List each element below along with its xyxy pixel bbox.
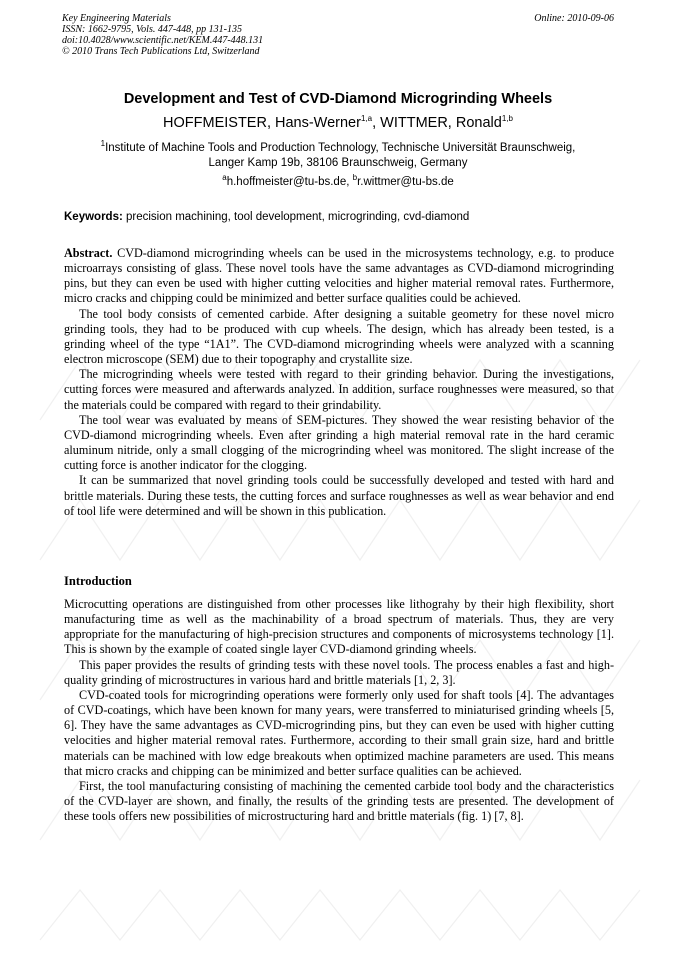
email-wittmer: r.wittmer@tu-bs.de: [357, 176, 454, 188]
email-marker-b: b: [352, 173, 358, 183]
issn-line: ISSN: 1662-9795, Vols. 447-448, pp 131-135: [62, 24, 242, 35]
keywords-text: precision machining, tool development, microgrinding, cvd-diamond: [122, 211, 470, 223]
paper-title: Development and Test of CVD-Diamond Microgrinding Wheels: [123, 91, 553, 107]
keywords-label: Keywords:: [64, 211, 123, 223]
abstract-paragraph-4: The tool wear was evaluated by means of SEM-pictures. They showed the wear resisting behavior of the CVD-diamond microgrinding wheels. Even after grinding a high material removal rate in the hard ceramic aluminum nitride, only a small clogging of the microgrinding wheel was monitored. The slight increase of the cutting force is another indicator for the clogging.: [64, 412, 614, 473]
copyright-line: © 2010 Trans Tech Publications Ltd, Switzerland: [62, 46, 260, 57]
intro-paragraph-3: CVD-coated tools for microgrinding operations were formerly only used for shaft tools [4]. The advantages of CVD-coatings, which have been known for many years, were transferred to miniaturised grinding wheels [5, 6]. They have the same advantages as CVD-microgrinding pins, but they can even be used with higher cutting velocities and higher material removal rates. Furthermore, according to their small grain size, hard and brittle materials can be machined with low edge breakouts when optimized machine parameters are used. This means that micro cracks and chipping can be minimized and better surface qualities can be achieved.: [64, 687, 614, 778]
abstract-paragraph-2: The tool body consists of cemented carbide. After designing a suitable geometry for these novel micro grinding tools, they had to be produced with cup wheels. The design, which has already been tested, is a grinding wheel of the type “1A1”. The CVD-diamond microgrinding wheels were analyzed with a scanning electron microscope (SEM) due to their topography and crystallite size.: [64, 306, 614, 367]
introduction-section: [64, 597, 614, 824]
abstract-paragraph-3: The microgrinding wheels were tested with regard to their grinding behavior. During the investigations, cutting forces were measured and afterwards analyzed. In addition, surface roughnesses were measured, so that the materials could be compared with regard to their grindability.: [64, 367, 614, 412]
intro-paragraph-1: Microcutting operations are distinguished from other processes like lithograhy by their high flexibility, short manufacturing time as well as the machinability of a broad spectrum of materials. Thus, they are very appropriate for the manufacturing of high-precision structures and components of microsystems technology [1]. This is shown by the example of coated single layer CVD-diamond grinding wheels.: [64, 597, 614, 657]
online-date: Online: 2010-09-06: [534, 13, 614, 24]
journal-name: Key Engineering Materials: [62, 13, 171, 24]
author-hoffmeister: HOFFMEISTER, Hans-Werner: [163, 115, 361, 131]
introduction-heading: Introduction: [64, 574, 132, 588]
keywords: [64, 210, 614, 224]
email-hoffmeister: h.hoffmeister@tu-bs.de,: [226, 176, 353, 188]
email-marker-a: a: [222, 173, 227, 183]
journal-header: [62, 13, 263, 57]
abstract-section: [64, 246, 614, 519]
abstract-paragraph-5: It can be summarized that novel grinding tools could be successfully developed and tested with hard and brittle materials. During these tests, the cutting forces and surface roughnesses as well as wear behavior and end of tool life were determined and will be shown in this publication.: [64, 473, 614, 518]
author-line: [62, 115, 614, 132]
intro-paragraph-4: First, the tool manufacturing consisting of machining the cemented carbide tool body and the characteristics of the CVD-layer are shown, and finally, the results of the grinding tests are presented. The development of these tools offers new possibilities of microstructuring hard and brittle materials (fig. 1) [7, 8].: [64, 778, 614, 824]
author2-superscript: 1,b: [501, 114, 513, 124]
doi-line: doi:10.4028/www.scientific.net/KEM.447-448.131: [62, 35, 264, 46]
abstract-paragraph-1: Abstract. CVD-diamond microgrinding wheels can be used in the microsystems technology, e.g. to produce microarrays consisting of glass. These novel tools have the same advantages as CVD-diamond microgrinding pins, but they can even be used with higher cutting velocities and higher material removal rates. Furthermore, micro cracks and chipping could be minimized and better surface qualities could be achieved.: [64, 246, 614, 306]
abstract-label: Abstract.: [64, 246, 113, 260]
affiliation-line-2: Langer Kamp 19b, 38106 Braunschweig, Germany: [208, 156, 468, 169]
author-wittmer: WITTMER, Ronald: [380, 115, 502, 131]
affiliation: [62, 141, 614, 170]
author-emails: [62, 175, 614, 189]
author1-superscript: 1,a: [360, 114, 373, 124]
intro-paragraph-2: This paper provides the results of grinding tests with these novel tools. The process enables a fast and high-quality grinding of microstructures in various hard and brittle materials [1, 2, 3].: [64, 657, 614, 687]
author-separator: ,: [372, 115, 381, 131]
affiliation-marker: 1: [100, 139, 106, 149]
affiliation-line-1: $^1$Institute of Machine Tools and Production Technology, Technische Universität Braunschweig,: [100, 139, 576, 154]
